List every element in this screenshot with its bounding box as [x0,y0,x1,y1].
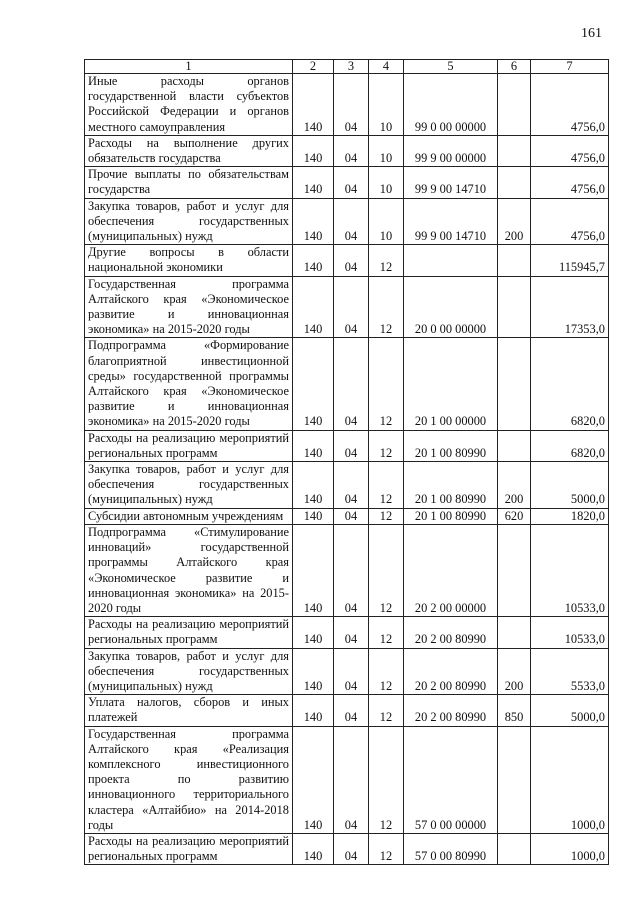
row-name-cell: Подпрограмма «Стимулирование инноваций» государственной программы Алтайского края «Экономическое развитие и инновационная экономика» на 2015-2020 годы [85,524,293,616]
table-row [85,245,609,276]
row-name-cell: Расходы на реализацию мероприятий региональных программ [85,430,293,461]
row-name-cell: Закупка товаров, работ и услуг для обеспечения государственных (муниципальных) нужд [85,198,293,245]
expense-type-cell [498,338,531,430]
column-header: 1 [85,60,293,74]
section-cell: 04 [334,198,369,245]
target-article-cell: 20 1 00 80990 [404,430,498,461]
section-cell: 04 [334,648,369,695]
table-row [85,508,609,524]
row-name-cell: Закупка товаров, работ и услуг для обеспечения государственных (муниципальных) нужд [85,648,293,695]
section-cell: 04 [334,338,369,430]
target-article-cell: 99 9 00 14710 [404,167,498,198]
subsection-cell: 12 [369,245,404,276]
table-row [85,198,609,245]
budget-table [84,59,609,865]
amount-cell: 10533,0 [531,617,609,648]
target-article-cell: 20 2 00 80990 [404,648,498,695]
amount-cell: 1820,0 [531,508,609,524]
amount-cell: 6820,0 [531,430,609,461]
table-row [85,135,609,166]
section-cell: 04 [334,135,369,166]
subsection-cell: 10 [369,167,404,198]
section-cell: 04 [334,617,369,648]
amount-cell: 5533,0 [531,648,609,695]
row-name-cell: Подпрограмма «Формирование благоприятной инвестиционной среды» государственной программы Алтайского края «Экономическое развитие и инновационная экономика» на 2015-2020 годы [85,338,293,430]
amount-cell: 4756,0 [531,135,609,166]
target-article-cell: 20 1 00 80990 [404,462,498,509]
subsection-cell: 12 [369,648,404,695]
subsection-cell: 12 [369,462,404,509]
subsection-cell: 12 [369,276,404,338]
page-number: 161 [581,26,602,41]
table-row [85,74,609,136]
row-name-cell: Расходы на выполнение других обязательств государства [85,135,293,166]
amount-cell: 5000,0 [531,695,609,726]
column-header: 5 [404,60,498,74]
amount-cell: 4756,0 [531,74,609,136]
table-body [85,60,609,865]
section-cell: 04 [334,276,369,338]
target-article-cell: 57 0 00 80990 [404,833,498,864]
code-cell: 140 [293,648,334,695]
subsection-cell: 12 [369,617,404,648]
target-article-cell: 20 1 00 00000 [404,338,498,430]
code-cell: 140 [293,462,334,509]
target-article-cell [404,245,498,276]
table-row [85,276,609,338]
target-article-cell: 20 2 00 00000 [404,524,498,616]
table-row [85,430,609,461]
row-name-cell: Государственная программа Алтайского края «Реализация комплексного инвестиционного проекта по развитию инновационного территориального кластера «Алтайбио» на 2014-2018 годы [85,726,293,833]
code-cell: 140 [293,617,334,648]
table-row [85,338,609,430]
amount-cell: 4756,0 [531,198,609,245]
expense-type-cell [498,726,531,833]
expense-type-cell [498,833,531,864]
row-name-cell: Уплата налогов, сборов и иных платежей [85,695,293,726]
code-cell: 140 [293,135,334,166]
section-cell: 04 [334,508,369,524]
expense-type-cell [498,167,531,198]
section-cell: 04 [334,167,369,198]
subsection-cell: 10 [369,74,404,136]
target-article-cell: 20 2 00 80990 [404,617,498,648]
section-cell: 04 [334,833,369,864]
code-cell: 140 [293,726,334,833]
subsection-cell: 12 [369,833,404,864]
subsection-cell: 12 [369,430,404,461]
amount-cell: 5000,0 [531,462,609,509]
subsection-cell: 10 [369,198,404,245]
expense-type-cell: 620 [498,508,531,524]
subsection-cell: 12 [369,524,404,616]
expense-type-cell [498,276,531,338]
subsection-cell: 12 [369,338,404,430]
target-article-cell: 20 1 00 80990 [404,508,498,524]
expense-type-cell [498,430,531,461]
section-cell: 04 [334,245,369,276]
section-cell: 04 [334,430,369,461]
amount-cell: 1000,0 [531,726,609,833]
expense-type-cell [498,74,531,136]
row-name-cell: Иные расходы органов государственной власти субъектов Российской Федерации и органов местного самоуправления [85,74,293,136]
column-header: 4 [369,60,404,74]
code-cell: 140 [293,695,334,726]
amount-cell: 1000,0 [531,833,609,864]
table-row [85,617,609,648]
row-name-cell: Закупка товаров, работ и услуг для обеспечения государственных (муниципальных) нужд [85,462,293,509]
table-row [85,648,609,695]
table-row [85,462,609,509]
code-cell: 140 [293,524,334,616]
row-name-cell: Расходы на реализацию мероприятий региональных программ [85,833,293,864]
target-article-cell: 57 0 00 00000 [404,726,498,833]
subsection-cell: 12 [369,695,404,726]
expense-type-cell: 850 [498,695,531,726]
amount-cell: 6820,0 [531,338,609,430]
code-cell: 140 [293,276,334,338]
column-header: 6 [498,60,531,74]
section-cell: 04 [334,74,369,136]
table-row [85,695,609,726]
amount-cell: 4756,0 [531,167,609,198]
code-cell: 140 [293,198,334,245]
expense-type-cell: 200 [498,462,531,509]
amount-cell: 17353,0 [531,276,609,338]
code-cell: 140 [293,430,334,461]
row-name-cell: Другие вопросы в области национальной экономики [85,245,293,276]
expense-type-cell [498,617,531,648]
table-row [85,833,609,864]
row-name-cell: Субсидии автономным учреждениям [85,508,293,524]
section-cell: 04 [334,726,369,833]
code-cell: 140 [293,167,334,198]
row-name-cell: Прочие выплаты по обязательствам государства [85,167,293,198]
expense-type-cell [498,524,531,616]
code-cell: 140 [293,338,334,430]
subsection-cell: 10 [369,135,404,166]
expense-type-cell: 200 [498,648,531,695]
target-article-cell: 99 9 00 00000 [404,135,498,166]
row-name-cell: Государственная программа Алтайского края «Экономическое развитие и инновационная экономика» на 2015-2020 годы [85,276,293,338]
code-cell: 140 [293,833,334,864]
column-header: 2 [293,60,334,74]
code-cell: 140 [293,508,334,524]
table-row [85,726,609,833]
section-cell: 04 [334,695,369,726]
code-cell: 140 [293,74,334,136]
section-cell: 04 [334,462,369,509]
target-article-cell: 99 0 00 00000 [404,74,498,136]
table-header-row [85,60,609,74]
section-cell: 04 [334,524,369,616]
table-row [85,167,609,198]
target-article-cell: 20 2 00 80990 [404,695,498,726]
table-row [85,524,609,616]
expense-type-cell [498,245,531,276]
amount-cell: 10533,0 [531,524,609,616]
column-header: 7 [531,60,609,74]
target-article-cell: 99 9 00 14710 [404,198,498,245]
subsection-cell: 12 [369,508,404,524]
expense-type-cell [498,135,531,166]
subsection-cell: 12 [369,726,404,833]
expense-type-cell: 200 [498,198,531,245]
amount-cell: 115945,7 [531,245,609,276]
code-cell: 140 [293,245,334,276]
target-article-cell: 20 0 00 00000 [404,276,498,338]
column-header: 3 [334,60,369,74]
row-name-cell: Расходы на реализацию мероприятий региональных программ [85,617,293,648]
